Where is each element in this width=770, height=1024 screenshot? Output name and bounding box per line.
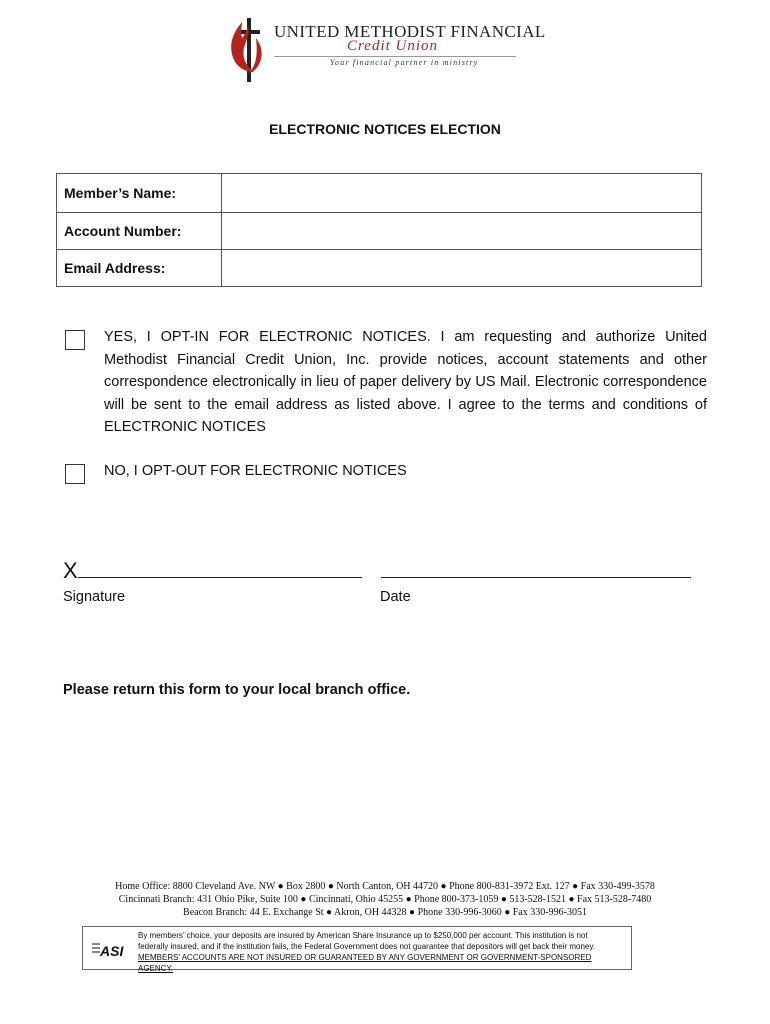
member-name-label: Member’s Name: [57,174,222,213]
home-office-line: Home Office: 8800 Cleveland Ave. NW ● Box 2800 ● North Canton, OH 44720 ● Phone 800-831-3972 Ext. 127 ● Fax 330-499-3578 [115,881,655,892]
disclosure-line-3: MEMBERS’ ACCOUNTS ARE NOT INSURED OR GUARANTEED BY ANY GOVERNMENT OR GOVERNMENT-SPONSORED AGENCY. [138,953,592,973]
member-name-row [57,174,702,213]
account-number-label: Account Number: [57,213,222,250]
date-line[interactable] [381,577,691,578]
brand-divider [274,56,516,57]
date-label: Date [380,589,411,605]
brand-name: UNITED METHODIST FINANCIAL [274,22,546,41]
brand-tagline: Your financial partner in ministry [330,58,479,67]
insurance-disclosure-text [138,930,628,974]
cincinnati-branch-line: Cincinnati Branch: 431 Ohio Pike, Suite 100 ● Cincinnati, Ohio 45255 ● Phone 800-373-1059 ● 513-528-1521 ● Fax 513-528-7480 [118,894,652,905]
branch-addresses [0,880,770,919]
opt-out-checkbox[interactable] [65,464,85,484]
return-instructions: Please return this form to your local branch office. [63,682,411,698]
form-title: ELECTRONIC NOTICES ELECTION [269,121,501,137]
signature-line[interactable] [78,577,362,578]
beacon-branch-line: Beacon Branch: 44 E. Exchange St ● Akron, OH 44328 ● Phone 330-996-3060 ● Fax 330-996-3051 [183,907,587,918]
disclosure-line-1: By members’ choice, your deposits are insured by American Share Insurance up to $250,000 per account. This institution is not [138,931,588,940]
account-number-field[interactable] [222,213,702,250]
member-info-table [56,173,702,287]
asi-logo [92,940,130,960]
account-number-row [57,213,702,250]
opt-in-text: YES, I OPT-IN FOR ELECTRONIC NOTICES. I am requesting and authorize United Methodist Financial Credit Union, Inc. provide notices, account statements and other correspondence electronically in lieu of paper delivery by US Mail. Electronic correspondence will be sent to the email address as listed above. I agree to the terms and conditions of ELECTRONIC NOTICES [104,329,707,435]
email-address-row [57,250,702,287]
opt-out-text: NO, I OPT-OUT FOR ELECTRONIC NOTICES [104,463,407,479]
asi-logo-text: ASI [100,943,124,959]
cross-and-flame-logo [226,16,274,82]
signature-x-mark: X [63,558,78,583]
signature-label: Signature [63,589,126,605]
member-name-field[interactable] [222,174,702,213]
brand-subname: Credit Union [347,38,439,54]
disclosure-line-2: federally insured, and if the institution fails, the Federal Government does not guarantee that depositors will get back their money. [138,942,595,951]
email-address-field[interactable] [222,250,702,287]
opt-in-checkbox[interactable] [65,330,85,350]
email-address-label: Email Address: [57,250,222,287]
